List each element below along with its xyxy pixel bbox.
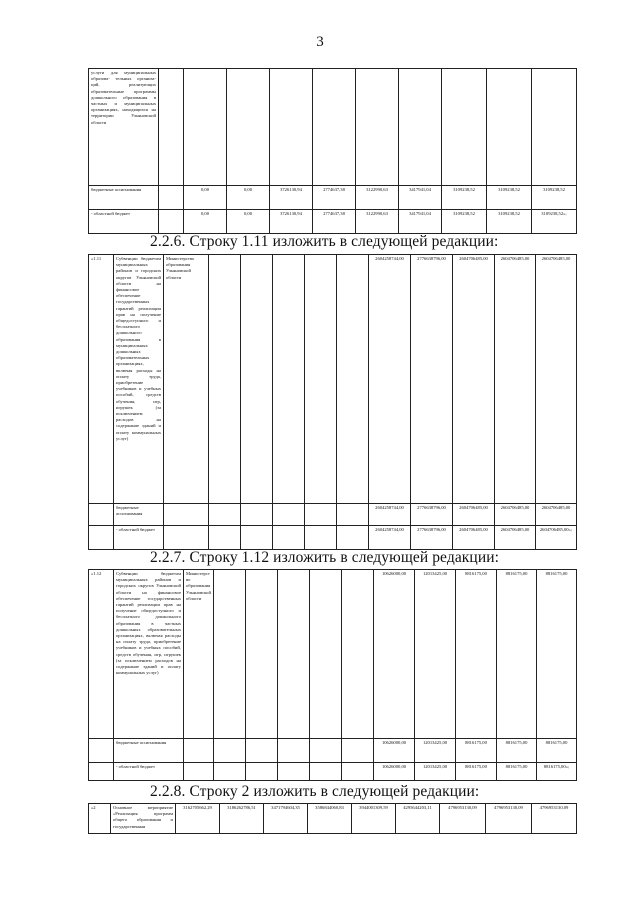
value-cell: 2604706485,00»; — [536, 526, 577, 550]
value-cell: 3471794604,35 — [264, 804, 308, 834]
row-label: - областной бюджет — [89, 210, 159, 234]
description-cell: Основное мероприятие «Реализация программ общего образования и государственная — [111, 804, 176, 834]
table-row — [89, 255, 577, 504]
value-cell: 8816175,00 — [537, 739, 577, 763]
value-cell: 12013425,00 — [415, 570, 456, 739]
value-cell: 3586844060,83 — [308, 804, 352, 834]
value-cell: 3417941,04 — [399, 186, 442, 210]
value-cell: 2604706485,00 — [453, 504, 495, 526]
value-cell: 2604706485,00 — [536, 255, 577, 504]
heading-2-2-7: 2.2.7. Строку 1.12 изложить в следующей редакции: — [150, 549, 500, 566]
value-cell: 10626000,00 — [374, 739, 415, 763]
value-cell: 3109238,52»; — [532, 210, 577, 234]
value-cell: 3109238,52 — [442, 210, 487, 234]
value-cell: 8816175,00 — [456, 763, 497, 781]
executor-cell: Министерство образования Ульяновской области — [184, 570, 214, 739]
description-cell: Субвенции бюджетам муниципальных районов и городских округов Ульяновской области на финансовое обеспечение государственных гарантий реализации прав на получение общедоступного и бесплатного дошкольного образования в муниципальных дошкольных образовательных организациях, включая расходы на оплату труда, приобретение учебников и учебных пособий, средств обучения, игр, игрушек (за исключением расходов на содержание зданий и оплату коммунальных услуг) — [114, 255, 164, 504]
value-cell: 8816175,00 — [456, 570, 497, 739]
row-label: бюджетные ассигнования — [114, 504, 164, 526]
table-row — [89, 526, 577, 550]
value-cell: 0,00 — [227, 210, 270, 234]
value-cell: 12013425,00 — [415, 763, 456, 781]
table-row — [89, 739, 577, 763]
value-cell: 2604258744,00 — [369, 526, 411, 550]
value-cell: 4796953130,09 — [486, 804, 532, 834]
executor-cell: Министерство образования Ульяновской области — [164, 255, 209, 504]
value-cell: 2604706485,00 — [536, 504, 577, 526]
row-label: - областной бюджет — [114, 763, 184, 781]
value-cell: 2604706485,00 — [453, 255, 495, 504]
row-number: «1.12 — [89, 570, 114, 739]
description-cell: услуги для муниципальных образова- тельных организа- ций, реализующих образовательные программы дошкольного образования в частных и муниципальных организациях, находящихся на территории Ульяновской области — [89, 69, 159, 186]
value-cell: 3109238,52 — [532, 186, 577, 210]
value-cell: 2776638796,00 — [411, 255, 453, 504]
value-cell: 2774637,38 — [313, 186, 356, 210]
value-cell: 2604706485,00 — [495, 255, 536, 504]
value-cell: 8816175,00 — [537, 570, 577, 739]
table-row — [89, 186, 577, 210]
table-row — [89, 69, 577, 186]
value-cell: 3944001309,59 — [352, 804, 396, 834]
table-row — [89, 570, 577, 739]
table-row — [89, 504, 577, 526]
table-row — [89, 210, 577, 234]
value-cell: 3122990,63 — [356, 210, 399, 234]
value-cell: 2776638796,00 — [411, 504, 453, 526]
table-section1 — [88, 68, 577, 234]
value-cell: 8816175,00 — [497, 763, 537, 781]
value-cell: 2604706485,00 — [495, 526, 536, 550]
value-cell: 0,00 — [184, 210, 227, 234]
heading-2-2-6: 2.2.6. Строку 1.11 изложить в следующей редакции: — [150, 233, 499, 250]
value-cell: 2604706485,00 — [453, 526, 495, 550]
value-cell: 3109238,52 — [442, 186, 487, 210]
value-cell: 4796953130,09 — [440, 804, 486, 834]
value-cell: 4796953130,09 — [532, 804, 577, 834]
page-number: 3 — [316, 34, 324, 50]
row-label: - областной бюджет — [114, 526, 164, 550]
value-cell: 0,00 — [184, 186, 227, 210]
value-cell: 2774637,38 — [313, 210, 356, 234]
description-cell: Субвенции бюджетам муниципальных районов и городских округов Ульяновской области на финансовое обеспечение государственных гарантий реализации прав на получение общедоступного и бесплатного дошкольного образования в частных дошкольных образовательных организациях, включая расходы на оплату труда, приобретение учебников и учебных пособий, средств обучения, игр, игрушек (за исключением расходов на содержание зданий и оплату коммунальных услуг) — [114, 570, 184, 739]
heading-2-2-8: 2.2.8. Строку 2 изложить в следующей редакции: — [150, 783, 480, 800]
value-cell: 2776638796,00 — [411, 526, 453, 550]
value-cell: 8816175,00 — [456, 739, 497, 763]
value-cell: 2604258744,00 — [369, 504, 411, 526]
row-number: «2 — [89, 804, 111, 834]
row-label: бюджетные ассигнования — [114, 739, 184, 763]
value-cell: 8816175,00»; — [537, 763, 577, 781]
value-cell: 3726130,94 — [270, 210, 313, 234]
value-cell: 3726130,94 — [270, 186, 313, 210]
value-cell: 3162705662,29 — [176, 804, 220, 834]
value-cell: 12013425,00 — [415, 739, 456, 763]
table-section2 — [88, 254, 577, 550]
value-cell: 2604258744,00 — [369, 255, 411, 504]
table-section3 — [88, 569, 577, 781]
value-cell: 4295644203,11 — [396, 804, 440, 834]
value-cell: 2604706485,00 — [495, 504, 536, 526]
value-cell: 3109238,52 — [487, 210, 532, 234]
value-cell: 3417941,04 — [399, 210, 442, 234]
value-cell: 3186262786,51 — [220, 804, 264, 834]
table-row — [89, 804, 577, 834]
row-label: бюджетные ассигнования — [89, 186, 159, 210]
value-cell: 8816175,00 — [497, 570, 537, 739]
value-cell: 3122990,63 — [356, 186, 399, 210]
value-cell: 10626000,00 — [374, 763, 415, 781]
row-number: «1.11 — [89, 255, 114, 504]
value-cell: 3109238,52 — [487, 186, 532, 210]
table-section4 — [88, 803, 577, 834]
value-cell: 0,00 — [227, 186, 270, 210]
value-cell: 10626000,00 — [374, 570, 415, 739]
value-cell: 8816175,00 — [497, 739, 537, 763]
table-row — [89, 763, 577, 781]
